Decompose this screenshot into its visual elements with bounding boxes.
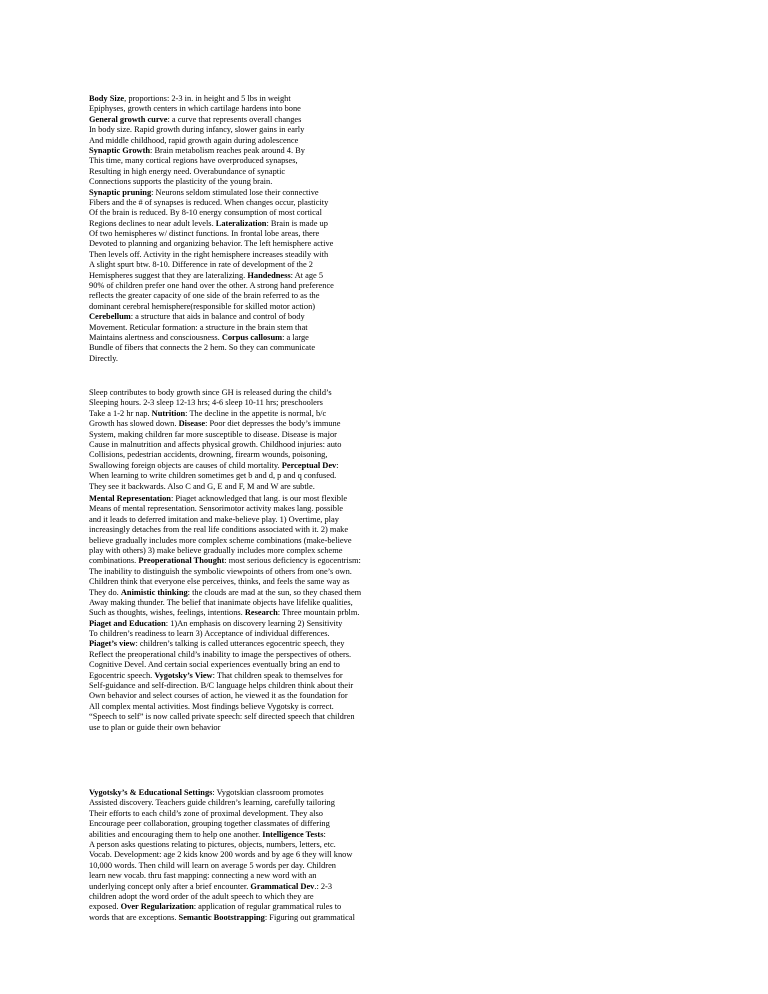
text-line (89, 125, 689, 135)
text-line (89, 156, 689, 166)
text-line (89, 830, 689, 840)
paragraph-mental-representation (89, 494, 689, 733)
text-line (89, 471, 689, 481)
text-line (89, 323, 689, 333)
body-text: And middle childhood, rapid growth again during adolescence (89, 135, 299, 145)
body-text: : (323, 829, 326, 839)
text-line (89, 291, 689, 301)
body-text: All complex mental activities. Most findings believe Vygotsky is correct. (89, 701, 334, 711)
body-text: : Poor diet depresses the body’s immune (205, 419, 341, 429)
paragraph-physical-growth (89, 94, 689, 364)
body-text: Hemispheres suggest that they are lateralizing. (89, 270, 248, 280)
text-line (89, 229, 689, 239)
text-line (89, 902, 689, 912)
body-text: To children’s readiness to learn 3) Acceptance of individual differences. (89, 629, 330, 639)
term-heading: Body Size (89, 94, 125, 103)
term-heading: Mental Representation (89, 494, 171, 503)
body-text: A person asks questions relating to pictures, objects, numbers, letters, etc. (89, 839, 336, 849)
body-text: : 1)An emphasis on discovery learning 2) Sensitivity (165, 618, 343, 628)
body-text: : the clouds are mad at the sun, so they chased them (187, 587, 362, 597)
body-text: A slight spurt btw. 8-10. Difference in rate of development of the 2 (89, 260, 313, 270)
term-heading: Corpus callosum (221, 332, 283, 342)
text-line (89, 702, 689, 712)
paragraph-vygotsky-education (89, 788, 689, 923)
text-line (89, 430, 689, 440)
text-line (89, 660, 689, 670)
text-line (89, 271, 689, 281)
body-text: .: 2-3 (314, 881, 333, 891)
text-line (89, 333, 689, 343)
text-line (89, 556, 689, 566)
body-text: Take a 1-2 hr nap. (89, 408, 152, 418)
text-line (89, 450, 689, 460)
term-heading: Piaget’s view (89, 639, 136, 649)
text-line (89, 302, 689, 312)
text-line (89, 461, 689, 471)
body-text: reflects the greater capacity of one side of the brain referred to as the (89, 291, 320, 301)
body-text: Of the brain is reduced. By 8-10 energy consumption of most cortical (89, 208, 322, 218)
text-line (89, 136, 689, 146)
body-text: : Three mountain prblm. (277, 608, 360, 618)
body-text: : a large (282, 332, 309, 342)
text-line (89, 840, 689, 850)
body-text: : Brain metabolism reaches peak around 4. By (150, 145, 305, 155)
body-text: : The decline in the appetite is normal, b/c (185, 408, 327, 418)
body-text: Vocab. Development: age 2 kids know 200 words and by age 6 they will know (89, 850, 353, 860)
body-text: 10,000 words. Then child will learn on average 5 words per day. Children (89, 860, 336, 870)
body-text: Children think that everyone else perceives, thinks, and feels the same way as (89, 577, 350, 587)
body-text: words that are exceptions. (89, 912, 179, 922)
text-line (89, 198, 689, 208)
term-heading: Disease (178, 419, 206, 429)
text-line (89, 639, 689, 649)
text-line (89, 239, 689, 249)
body-text: use to plan or guide their own behavior (89, 722, 221, 732)
term-heading: Nutrition (151, 408, 186, 418)
text-line (89, 577, 689, 587)
text-line (89, 104, 689, 114)
text-line (89, 440, 689, 450)
text-line (89, 354, 689, 364)
text-line (89, 281, 689, 291)
term-heading: Vygotsky’s & Educational Settings (89, 788, 213, 797)
body-text: underlying concept only after a brief encounter. (89, 881, 251, 891)
body-text: : Piaget acknowledged that lang. is our most flexible (170, 494, 348, 503)
body-text: Resulting in high energy need. Overabundance of synaptic (89, 166, 286, 176)
term-heading: Over Regularization (120, 902, 194, 912)
text-line (89, 788, 689, 798)
body-text: Cognitive Devel. And certain social experiences eventually bring an end to (89, 660, 340, 670)
body-text: : a structure that aids in balance and control of body (130, 312, 305, 322)
body-text: : most serious deficiency is egocentrism: (224, 556, 361, 566)
body-text: Movement. Reticular formation: a structure in the brain stem that (89, 322, 308, 332)
text-line (89, 515, 689, 525)
text-line (89, 94, 689, 104)
body-text: When learning to write children sometimes get b and d, p and q confused. (89, 471, 337, 481)
body-text: The inability to distinguish the symbolic viewpoints of others from one’s own. (89, 566, 352, 576)
body-text: Self-guidance and self-direction. B/C language helps children think about their (89, 681, 354, 691)
body-text: children adopt the word order of the adult speech to which they are (89, 891, 314, 901)
body-text: Maintains alertness and consciousness. (89, 332, 222, 342)
text-line (89, 712, 689, 722)
body-text: : children’s talking is called utterances egocentric speech, they (135, 639, 345, 649)
term-heading: Grammatical Dev (250, 881, 315, 891)
text-line (89, 409, 689, 419)
body-text: exposed. (89, 902, 121, 912)
term-heading: Cerebellum (89, 312, 131, 322)
body-text: Reflect the preoperational child’s inability to image the perspectives of others. (89, 649, 352, 659)
body-text: They do. (89, 587, 121, 597)
body-text: combinations. (89, 556, 139, 566)
body-text: : Neurons seldom stimulated lose their connective (151, 187, 319, 197)
body-text: Collisions, pedestrian accidents, drowning, firearm wounds, poisoning, (89, 450, 328, 460)
term-heading: Preoperational Thought (138, 556, 225, 566)
term-heading: Research (244, 608, 278, 618)
body-text: play with others) 3) make believe gradually includes more complex scheme (89, 545, 343, 555)
body-text: Directly. (89, 353, 118, 363)
text-line (89, 208, 689, 218)
body-text: In body size. Rapid growth during infancy, slower gains in early (89, 125, 305, 135)
text-line (89, 419, 689, 429)
text-line (89, 681, 689, 691)
paragraph-sleep-nutrition (89, 388, 689, 492)
body-text: believe gradually includes more complex scheme combinations (make-believe (89, 535, 352, 545)
text-line (89, 398, 689, 408)
text-line (89, 882, 689, 892)
text-line (89, 871, 689, 881)
term-heading: Piaget and Education (89, 618, 166, 628)
text-line (89, 619, 689, 629)
body-text: “Speech to self” is now called private speech: self directed speech that children (89, 712, 355, 722)
body-text: Then levels off. Activity in the right hemisphere increases steadily with (89, 249, 329, 259)
body-text: : (336, 460, 339, 470)
body-text: Encourage peer collaboration, grouping together classmates of differing (89, 819, 330, 829)
body-text: : That children speak to themselves for (212, 670, 343, 680)
body-text: Bundle of fibers that connects the 2 hem. So they can communicate (89, 343, 316, 353)
body-text: : Figuring out grammatical (264, 912, 355, 922)
body-text: Sleeping hours. 2-3 sleep 12-13 hrs; 4-6 sleep 10-11 hrs; preschoolers (89, 398, 323, 408)
body-text: : a curve that represents overall changes (167, 114, 302, 124)
body-text: Devoted to planning and organizing behavior. The left hemisphere active (89, 239, 334, 249)
text-line (89, 809, 689, 819)
term-heading: Synaptic pruning (89, 187, 152, 197)
term-heading: Vygotsky’s View (154, 670, 213, 680)
text-line (89, 219, 689, 229)
text-line (89, 494, 689, 504)
body-text: Swallowing foreign objects are causes of child mortality. (89, 460, 282, 470)
body-text: abilities and encouraging them to help one another. (89, 829, 263, 839)
text-line (89, 798, 689, 808)
text-line (89, 115, 689, 125)
text-line (89, 861, 689, 871)
body-text: This time, many cortical regions have overproduced synapses, (89, 156, 298, 166)
text-line (89, 482, 689, 492)
text-line (89, 913, 689, 923)
text-line (89, 671, 689, 681)
body-text: : At age 5 (290, 270, 324, 280)
text-line (89, 188, 689, 198)
body-text: dominant cerebral hemisphere(responsible for skilled motor action) (89, 301, 316, 311)
body-text: Such as thoughts, wishes, feelings, intentions. (89, 608, 245, 618)
text-line (89, 536, 689, 546)
body-text: Cause in malnutrition and affects physical growth. Childhood injuries: auto (89, 439, 342, 449)
body-text: Means of mental representation. Sensorimotor activity makes lang. possible (89, 504, 343, 514)
text-line (89, 819, 689, 829)
body-text: , proportions: 2-3 in. in height and 5 lbs in weight (124, 94, 291, 103)
term-heading: Perceptual Dev (281, 460, 337, 470)
body-text: Growth has slowed down. (89, 419, 179, 429)
body-text: : Brain is made up (266, 218, 328, 228)
text-line (89, 608, 689, 618)
text-line (89, 312, 689, 322)
text-line (89, 525, 689, 535)
body-text: Assisted discovery. Teachers guide children’s learning, carefully tailoring (89, 798, 335, 808)
body-text: Of two hemispheres w/ distinct functions. In frontal lobe areas, there (89, 229, 320, 239)
term-heading: Handedness (247, 270, 291, 280)
body-text: Epiphyses, growth centers in which cartilage hardens into bone (89, 104, 301, 114)
text-line (89, 250, 689, 260)
text-line (89, 146, 689, 156)
text-line (89, 388, 689, 398)
term-heading: Lateralization (215, 218, 267, 228)
body-text: Their efforts to each child’s zone of proximal development. They also (89, 808, 323, 818)
text-line (89, 588, 689, 598)
text-line (89, 546, 689, 556)
text-line (89, 892, 689, 902)
text-line (89, 504, 689, 514)
body-text: increasingly detaches from the real life conditions associated with it. 2) make (89, 525, 349, 535)
body-text: Connections supports the plasticity of the young brain. (89, 177, 273, 187)
term-heading: General growth curve (89, 114, 168, 124)
term-heading: Intelligence Tests (262, 829, 324, 839)
body-text: Sleep contributes to body growth since GH is released during the child’s (89, 388, 332, 397)
body-text: Away making thunder. The belief that inanimate objects have lifelike qualities, (89, 597, 353, 607)
text-line (89, 567, 689, 577)
text-line (89, 177, 689, 187)
body-text: : application of regular grammatical rules to (193, 902, 342, 912)
text-line (89, 343, 689, 353)
term-heading: Semantic Bootstrapping (178, 912, 265, 922)
text-line (89, 260, 689, 270)
body-text: learn new vocab. thru fast mapping: connecting a new word with an (89, 871, 317, 881)
text-line (89, 167, 689, 177)
body-text: They see it backwards. Also C and G, E and F, M and W are subtle. (89, 481, 315, 491)
body-text: Egocentric speech. (89, 670, 155, 680)
body-text: System, making children far more susceptible to disease. Disease is major (89, 429, 337, 439)
term-heading: Synaptic Growth (89, 145, 151, 155)
text-line (89, 850, 689, 860)
text-line (89, 691, 689, 701)
body-text: 90% of children prefer one hand over the other. A strong hand preference (89, 281, 334, 291)
text-line (89, 650, 689, 660)
body-text: : Vygotskian classroom promotes (212, 788, 324, 797)
body-text: and it leads to deferred imitation and make-believe play. 1) Overtime, play (89, 514, 339, 524)
text-line (89, 629, 689, 639)
term-heading: Animistic thinking (120, 587, 188, 597)
body-text: Regions declines to near adult levels. (89, 218, 216, 228)
body-text: Own behavior and select courses of action, he viewed it as the foundation for (89, 691, 348, 701)
body-text: Fibers and the # of synapses is reduced. When changes occur, plasticity (89, 197, 329, 207)
text-line (89, 598, 689, 608)
text-line (89, 723, 689, 733)
